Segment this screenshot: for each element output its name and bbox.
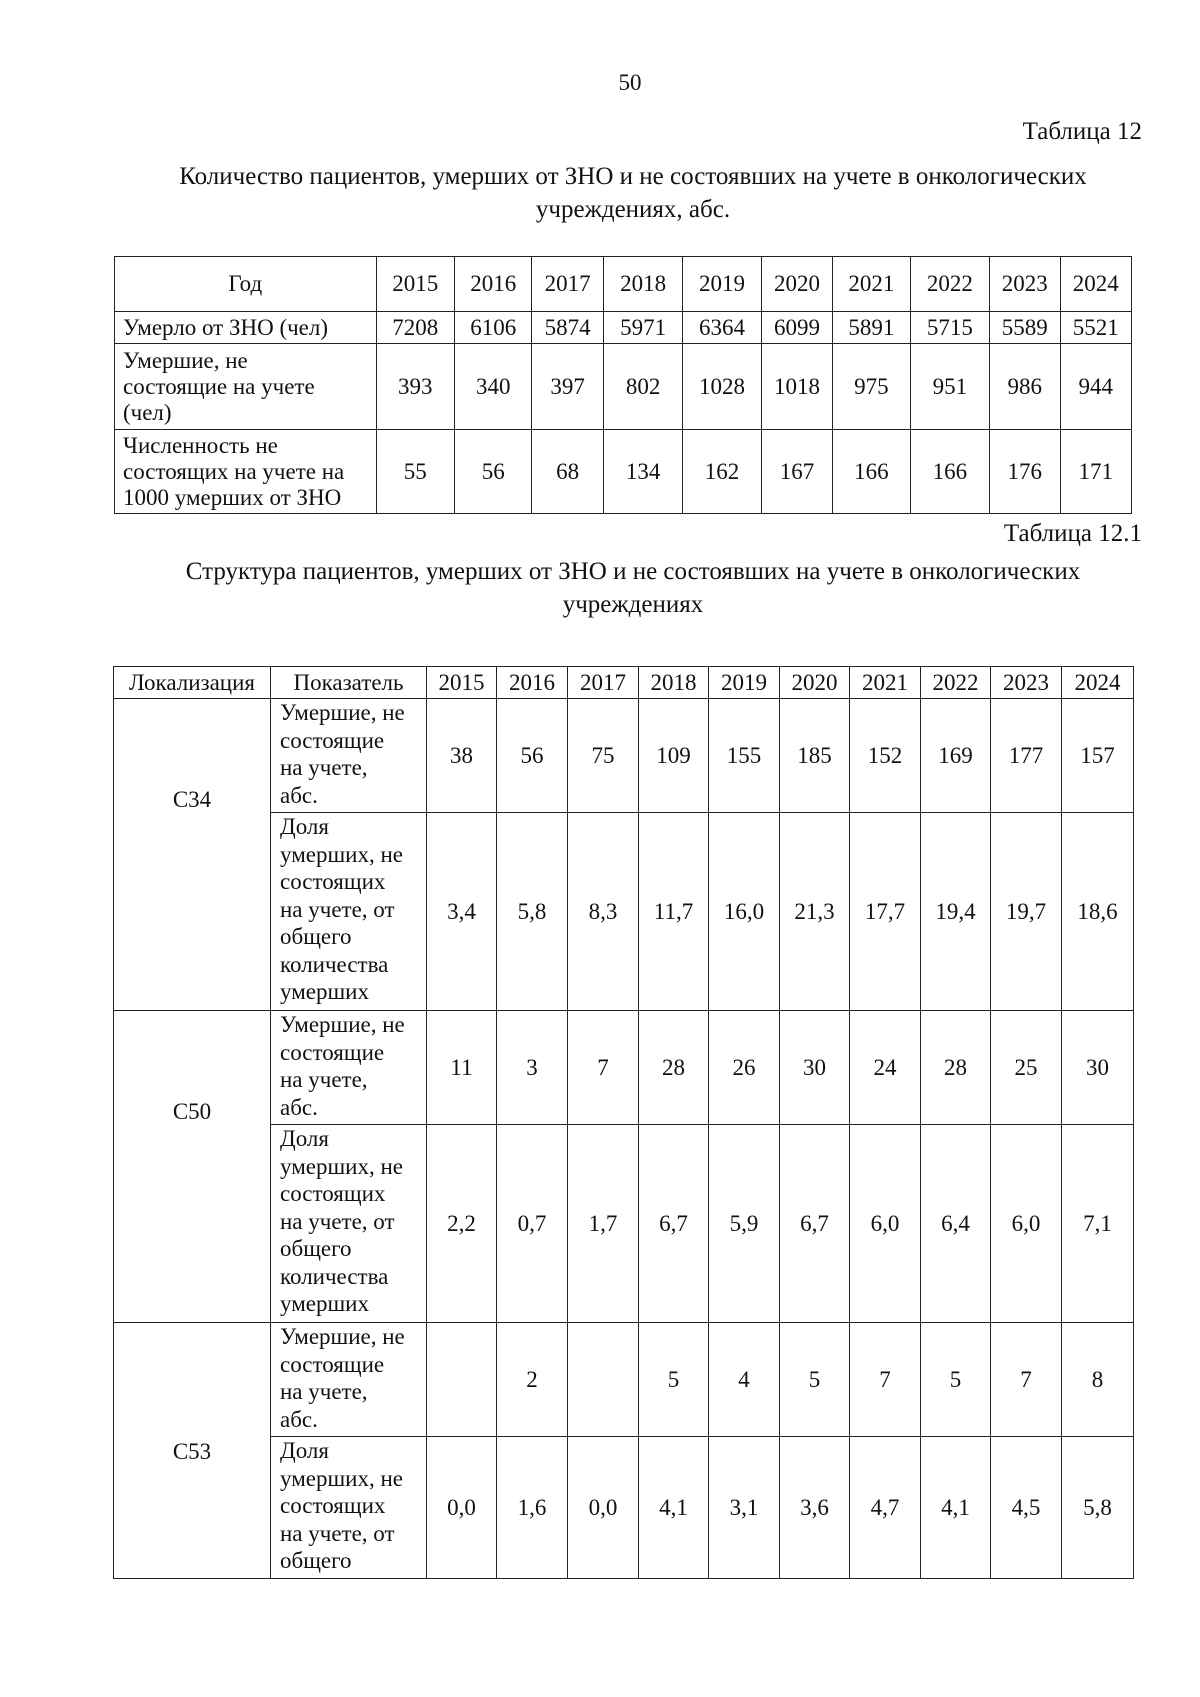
indicator-line: умерших, не [280, 1465, 403, 1491]
table-row [114, 667, 1134, 699]
value-cell: 25 [991, 1011, 1062, 1125]
value-cell: 802 [603, 344, 682, 430]
table-12-title-line: Количество пациентов, умерших от ЗНО и не состоявших на учете в онкологических [179, 163, 1087, 190]
indicator-cell [271, 699, 427, 813]
indicator-line: Доля [280, 1126, 329, 1151]
table-row [115, 312, 1132, 344]
value-cell: 340 [454, 344, 531, 430]
value-cell: 177 [991, 699, 1062, 813]
indicator-line: умерших, не [280, 1153, 403, 1179]
value-cell: 5 [921, 1323, 991, 1437]
value-cell: 944 [1060, 344, 1132, 430]
header-cell: 2021 [833, 257, 910, 312]
localization-cell: С53 [114, 1323, 271, 1579]
table-row [114, 699, 1134, 813]
value-cell: 4,1 [921, 1437, 991, 1579]
value-cell: 5 [639, 1323, 709, 1437]
header-cell: 2016 [497, 667, 568, 699]
value-cell: 4 [709, 1323, 780, 1437]
indicator-line: количества [280, 951, 389, 977]
table-row [115, 344, 1132, 430]
header-cell: 2023 [991, 667, 1062, 699]
localization-cell: С34 [114, 699, 271, 1011]
value-cell: 6,7 [780, 1125, 850, 1323]
value-cell: 28 [921, 1011, 991, 1125]
value-cell: 1018 [761, 344, 832, 430]
indicator-line: умерших [280, 1291, 369, 1316]
value-cell: 169 [921, 699, 991, 813]
value-cell: 4,1 [639, 1437, 709, 1579]
value-cell: 5 [780, 1323, 850, 1437]
row-label-line: 1000 умерших от ЗНО [123, 484, 342, 510]
value-cell: 6364 [683, 312, 761, 344]
localization-cell: С50 [114, 1011, 271, 1323]
value-cell: 19,4 [921, 813, 991, 1011]
value-cell: 7 [991, 1323, 1062, 1437]
table-12-1-title-line: Структура пациентов, умерших от ЗНО и не состоявших на учете в онкологических [185, 558, 1081, 585]
value-cell: 3 [497, 1011, 568, 1125]
value-cell: 7 [850, 1323, 921, 1437]
header-cell: 2022 [921, 667, 991, 699]
table-row [115, 257, 1132, 312]
value-cell: 134 [603, 430, 682, 514]
indicator-line: абс. [280, 1406, 318, 1432]
value-cell: 167 [761, 430, 832, 514]
value-cell: 38 [427, 699, 497, 813]
value-cell: 1,6 [497, 1437, 568, 1579]
value-cell: 55 [376, 430, 454, 514]
indicator-line: на учете, от [280, 1520, 395, 1546]
value-cell: 3,6 [780, 1437, 850, 1579]
value-cell: 155 [709, 699, 780, 813]
header-cell: 2018 [603, 257, 682, 312]
value-cell [427, 1323, 497, 1437]
value-cell: 5521 [1060, 312, 1132, 344]
indicator-line: количества [280, 1263, 389, 1289]
indicator-line: на учете, [280, 755, 368, 780]
table-row [114, 1011, 1134, 1125]
value-cell: 24 [850, 1011, 921, 1125]
indicator-line: состоящие [280, 1351, 385, 1377]
value-cell: 5891 [833, 312, 910, 344]
row-label-line: состоящих на учете на [123, 458, 345, 484]
value-cell: 8 [1062, 1323, 1134, 1437]
indicator-line: Умершие, не [280, 1324, 405, 1349]
value-cell: 152 [850, 699, 921, 813]
header-cell: 2015 [427, 667, 497, 699]
row-label-line: состоящие на учете [123, 373, 315, 399]
value-cell: 18,6 [1062, 813, 1134, 1011]
indicator-line: умерших, не [280, 841, 403, 867]
value-cell: 0,7 [497, 1125, 568, 1323]
value-cell: 11,7 [639, 813, 709, 1011]
value-cell: 6,0 [850, 1125, 921, 1323]
table-12-title [110, 160, 1156, 226]
header-cell: 2017 [532, 257, 603, 312]
value-cell: 6106 [454, 312, 531, 344]
header-cell: 2019 [683, 257, 761, 312]
indicator-line: абс. [280, 782, 318, 808]
value-cell: 171 [1060, 430, 1132, 514]
table-12-title-line: учреждениях, абс. [535, 196, 731, 223]
indicator-cell [271, 813, 427, 1011]
header-cell: 2024 [1060, 257, 1132, 312]
header-cell: 2024 [1062, 667, 1134, 699]
indicator-line: на учете, [280, 1379, 368, 1404]
row-label-line: (чел) [123, 399, 172, 425]
value-cell: 185 [780, 699, 850, 813]
header-cell: 2017 [568, 667, 639, 699]
value-cell: 6,0 [991, 1125, 1062, 1323]
table-12-1-title [110, 555, 1156, 621]
indicator-line: общего [280, 1236, 352, 1261]
header-cell: Показатель [271, 667, 427, 699]
value-cell: 5,9 [709, 1125, 780, 1323]
table-12-caption: Таблица 12 [1022, 118, 1142, 145]
value-cell: 109 [639, 699, 709, 813]
indicator-line: состоящие [280, 727, 385, 753]
value-cell: 5874 [532, 312, 603, 344]
row-label: Умерло от ЗНО (чел) [115, 312, 377, 344]
header-cell: Локализация [114, 667, 271, 699]
value-cell: 5589 [990, 312, 1060, 344]
indicator-line: состоящих [280, 1493, 386, 1518]
value-cell: 30 [780, 1011, 850, 1125]
value-cell: 166 [910, 430, 989, 514]
value-cell: 951 [910, 344, 989, 430]
value-cell: 176 [990, 430, 1060, 514]
value-cell: 0,0 [427, 1437, 497, 1579]
indicator-line: умерших [280, 979, 369, 1004]
row-label-line: Численность не [123, 432, 278, 458]
indicator-cell [271, 1011, 427, 1125]
row-label [115, 430, 377, 514]
value-cell: 17,7 [850, 813, 921, 1011]
value-cell: 11 [427, 1011, 497, 1125]
value-cell: 157 [1062, 699, 1134, 813]
indicator-cell [271, 1323, 427, 1437]
value-cell: 75 [568, 699, 639, 813]
indicator-cell [271, 1437, 427, 1579]
value-cell: 5,8 [497, 813, 568, 1011]
header-cell: 2021 [850, 667, 921, 699]
value-cell: 7208 [376, 312, 454, 344]
indicator-line: общего [280, 924, 352, 949]
value-cell: 5971 [603, 312, 682, 344]
value-cell: 166 [833, 430, 910, 514]
header-cell: Год [115, 257, 377, 312]
value-cell: 3,4 [427, 813, 497, 1011]
indicator-line: состоящих [280, 869, 386, 894]
value-cell [568, 1323, 639, 1437]
indicator-line: Умершие, не [280, 1012, 405, 1037]
indicator-line: на учете, [280, 1067, 368, 1092]
row-label [115, 344, 377, 430]
value-cell: 7,1 [1062, 1125, 1134, 1323]
value-cell: 4,5 [991, 1437, 1062, 1579]
indicator-line: состоящих [280, 1181, 386, 1206]
value-cell: 19,7 [991, 813, 1062, 1011]
header-cell: 2016 [454, 257, 531, 312]
indicator-line: состоящие [280, 1039, 385, 1065]
value-cell: 1,7 [568, 1125, 639, 1323]
value-cell: 8,3 [568, 813, 639, 1011]
value-cell: 0,0 [568, 1437, 639, 1579]
value-cell: 68 [532, 430, 603, 514]
value-cell: 2,2 [427, 1125, 497, 1323]
table-12-1-title-line: учреждениях [562, 591, 704, 618]
header-cell: 2020 [780, 667, 850, 699]
value-cell: 6,4 [921, 1125, 991, 1323]
page-number: 50 [618, 70, 642, 95]
value-cell: 975 [833, 344, 910, 430]
value-cell: 4,7 [850, 1437, 921, 1579]
table-row [115, 430, 1132, 514]
header-cell: 2019 [709, 667, 780, 699]
header-cell: 2023 [990, 257, 1060, 312]
value-cell: 397 [532, 344, 603, 430]
indicator-line: абс. [280, 1094, 318, 1120]
row-label-line: Умершие, не [123, 347, 248, 373]
value-cell: 162 [683, 430, 761, 514]
value-cell: 3,1 [709, 1437, 780, 1579]
table-12 [114, 256, 1132, 514]
indicator-line: Умершие, не [280, 700, 405, 725]
value-cell: 986 [990, 344, 1060, 430]
value-cell: 30 [1062, 1011, 1134, 1125]
value-cell: 5,8 [1062, 1437, 1134, 1579]
table-12-1 [113, 666, 1134, 1579]
indicator-line: Доля [280, 814, 329, 839]
value-cell: 6099 [761, 312, 832, 344]
value-cell: 21,3 [780, 813, 850, 1011]
indicator-line: общего [280, 1548, 352, 1573]
table-row [114, 1323, 1134, 1437]
indicator-line: на учете, от [280, 896, 395, 922]
value-cell: 26 [709, 1011, 780, 1125]
table-12-1-caption: Таблица 12.1 [1003, 520, 1142, 547]
value-cell: 5715 [910, 312, 989, 344]
value-cell: 56 [497, 699, 568, 813]
indicator-cell [271, 1125, 427, 1323]
value-cell: 7 [568, 1011, 639, 1125]
header-cell: 2022 [910, 257, 989, 312]
value-cell: 6,7 [639, 1125, 709, 1323]
indicator-line: на учете, от [280, 1208, 395, 1234]
value-cell: 28 [639, 1011, 709, 1125]
value-cell: 1028 [683, 344, 761, 430]
value-cell: 56 [454, 430, 531, 514]
header-cell: 2015 [376, 257, 454, 312]
value-cell: 2 [497, 1323, 568, 1437]
value-cell: 16,0 [709, 813, 780, 1011]
header-cell: 2020 [761, 257, 832, 312]
value-cell: 393 [376, 344, 454, 430]
indicator-line: Доля [280, 1438, 329, 1463]
header-cell: 2018 [639, 667, 709, 699]
